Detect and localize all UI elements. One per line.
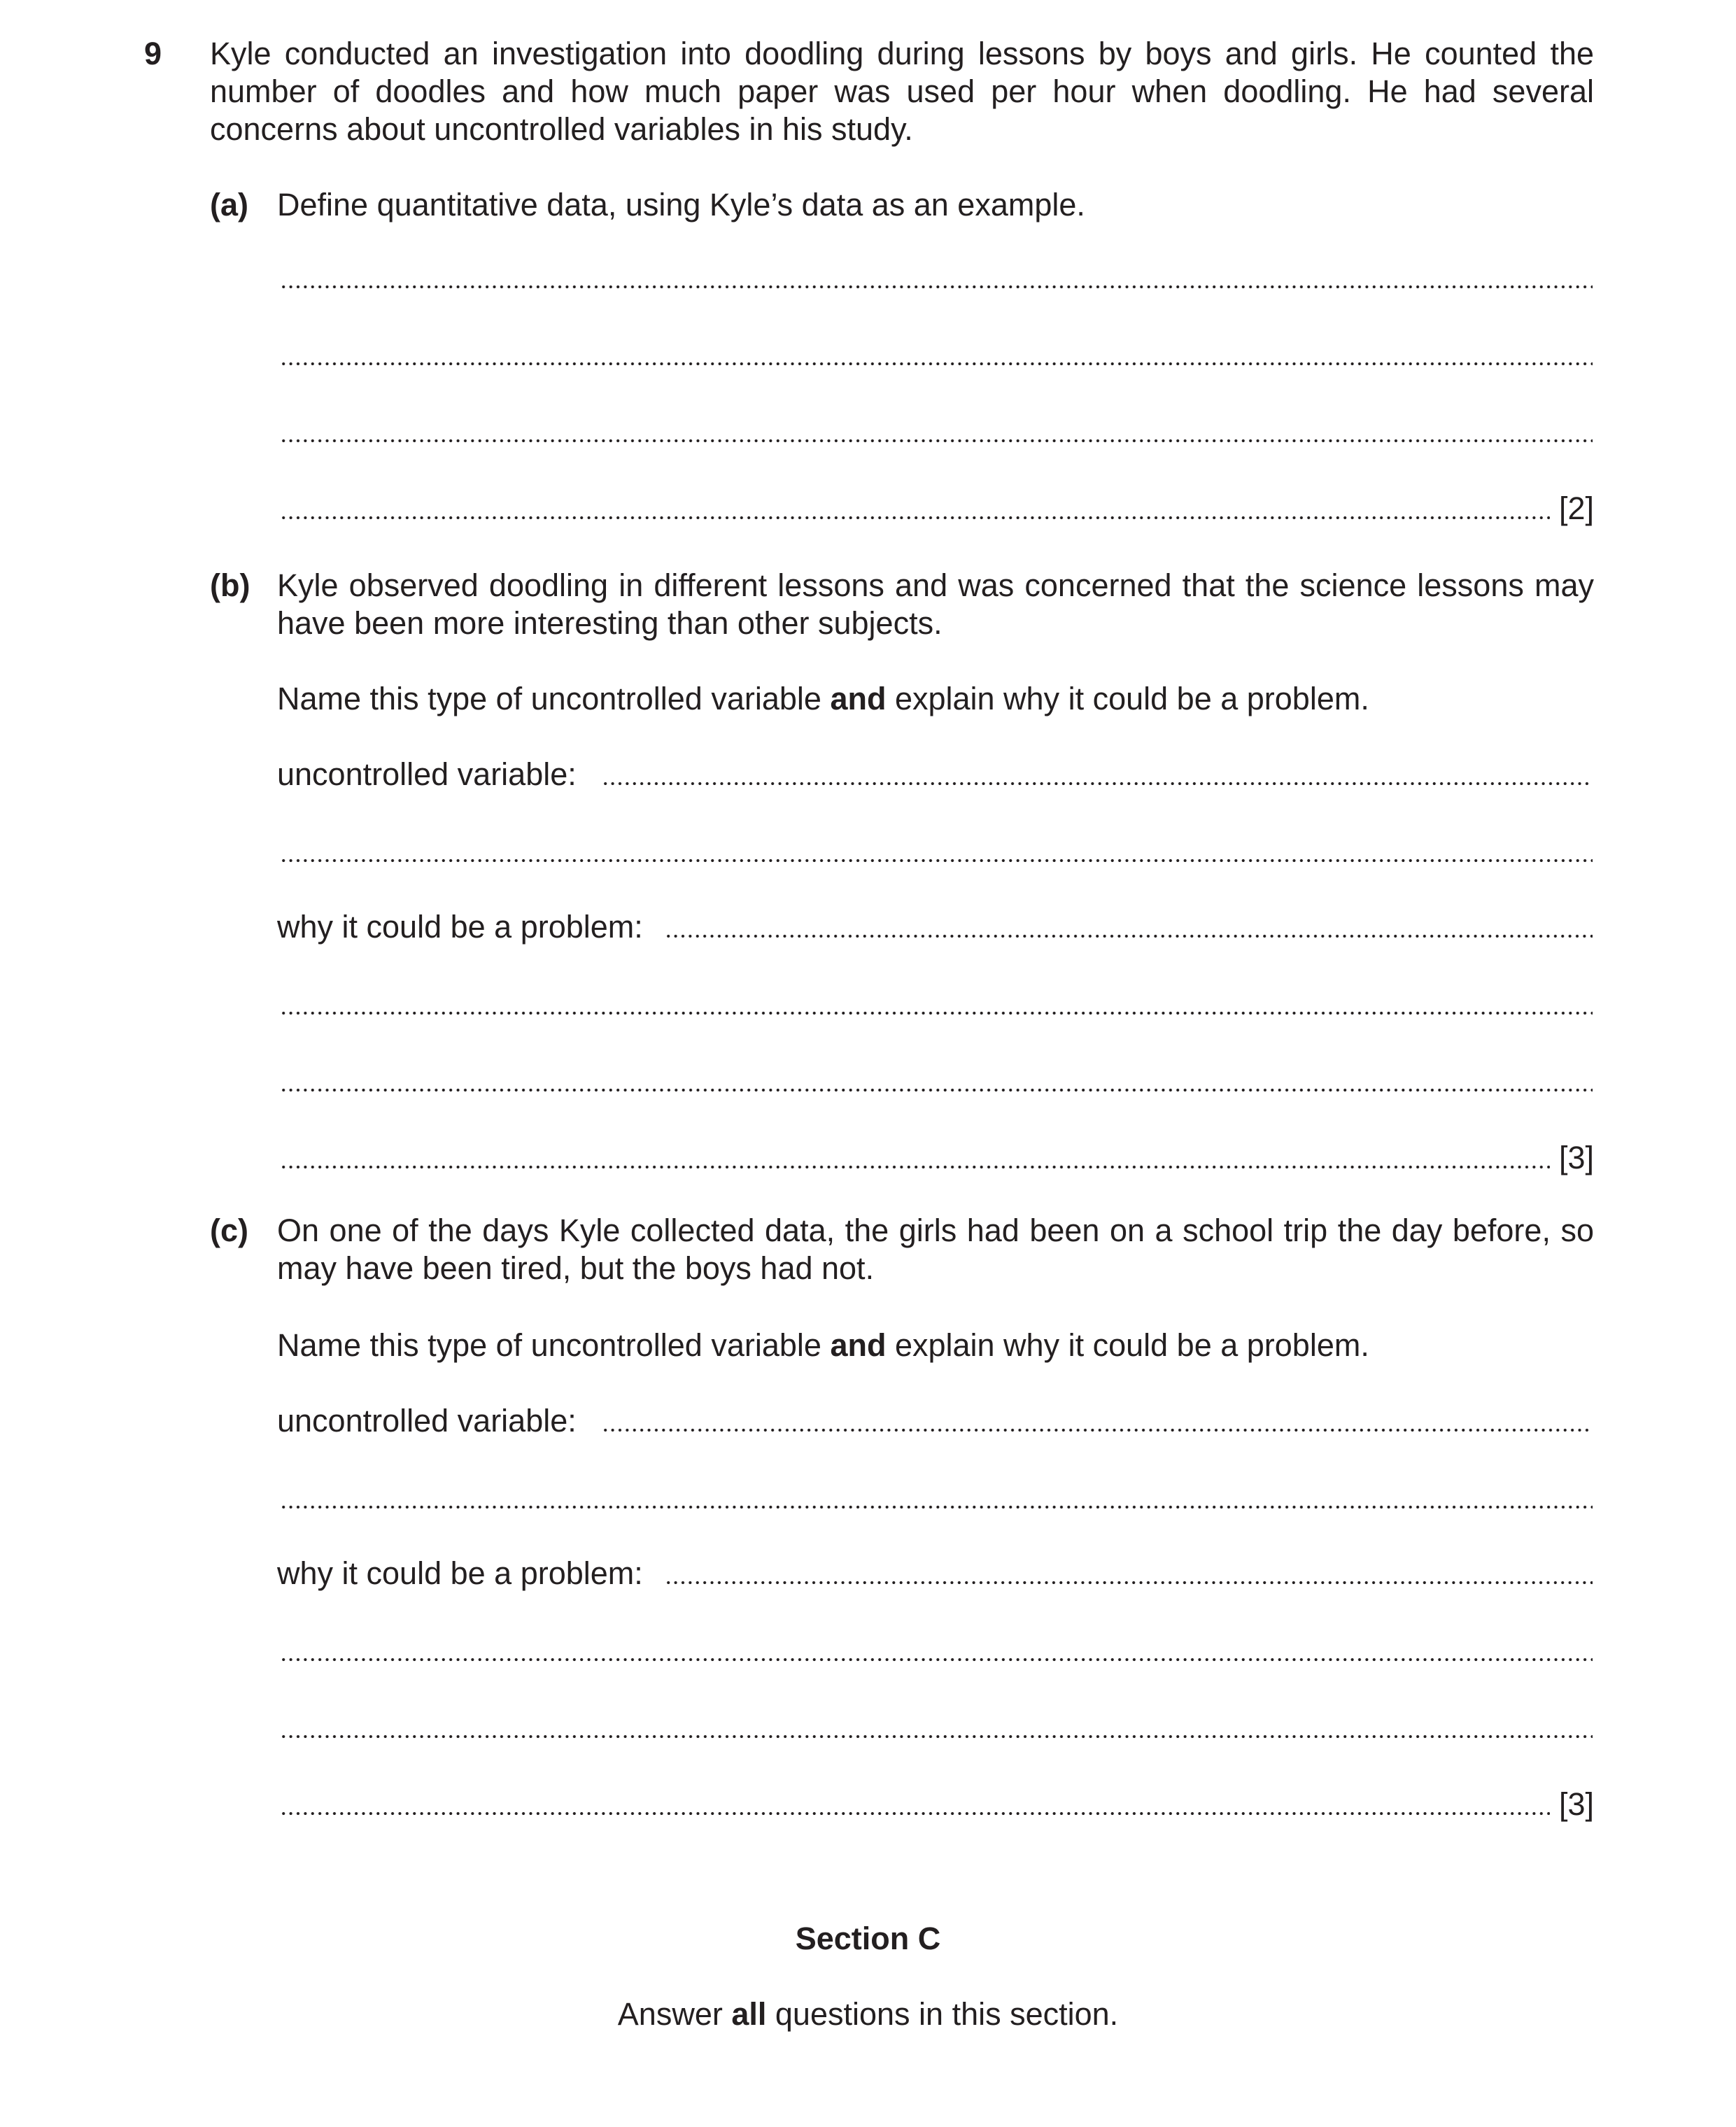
part-b-text: Kyle observed doodling in different lessons and was concerned that the science lessons may have been more interesting than other subjects. xyxy=(277,567,1594,641)
part-a-text: Define quantitative data, using Kyle’s data as an example. xyxy=(277,187,1085,222)
uncontrolled-variable-label: uncontrolled variable: xyxy=(277,756,577,792)
answer-line[interactable] xyxy=(602,782,1593,785)
answer-line[interactable] xyxy=(280,1506,1593,1508)
mark-allocation: [3] xyxy=(1558,1140,1594,1175)
part-c-label: (c) xyxy=(210,1213,248,1248)
question-intro: Kyle conducted an investigation into doodling during lessons by boys and girls. He counted the number of doodles and how much paper was used per hour when doodling. He had several concerns about uncontrolled variables in his study. xyxy=(210,36,1594,147)
why-problem-label: why it could be a problem: xyxy=(277,1555,643,1591)
section-instruction: Answer all questions in this section. xyxy=(617,1996,1119,2032)
section-title: Section C xyxy=(795,1921,941,1956)
answer-line[interactable] xyxy=(280,859,1593,862)
part-c-instruction: Name this type of uncontrolled variable and explain why it could be a problem. xyxy=(277,1327,1369,1363)
answer-line[interactable] xyxy=(280,1166,1550,1168)
answer-line[interactable] xyxy=(665,935,1593,938)
why-problem-label: why it could be a problem: xyxy=(277,909,643,945)
answer-line[interactable] xyxy=(280,1089,1593,1091)
part-b-instruction: Name this type of uncontrolled variable and explain why it could be a problem. xyxy=(277,681,1369,716)
mark-allocation: [2] xyxy=(1558,490,1594,526)
mark-allocation: [3] xyxy=(1558,1786,1594,1822)
answer-line[interactable] xyxy=(280,1658,1593,1661)
answer-line[interactable] xyxy=(280,516,1550,519)
question-number: 9 xyxy=(144,36,162,71)
part-a-label: (a) xyxy=(210,187,248,222)
answer-line[interactable] xyxy=(280,285,1593,288)
answer-line[interactable] xyxy=(280,362,1593,365)
answer-line[interactable] xyxy=(280,439,1593,442)
answer-line[interactable] xyxy=(602,1429,1593,1432)
answer-line[interactable] xyxy=(280,1735,1593,1738)
answer-line[interactable] xyxy=(280,1812,1550,1815)
uncontrolled-variable-label: uncontrolled variable: xyxy=(277,1403,577,1439)
answer-line[interactable] xyxy=(280,1012,1593,1015)
part-c-text: On one of the days Kyle collected data, the girls had been on a school trip the day before, so may have been tired, but the boys had not. xyxy=(277,1213,1594,1286)
answer-line[interactable] xyxy=(665,1581,1593,1584)
part-b-label: (b) xyxy=(210,567,250,603)
